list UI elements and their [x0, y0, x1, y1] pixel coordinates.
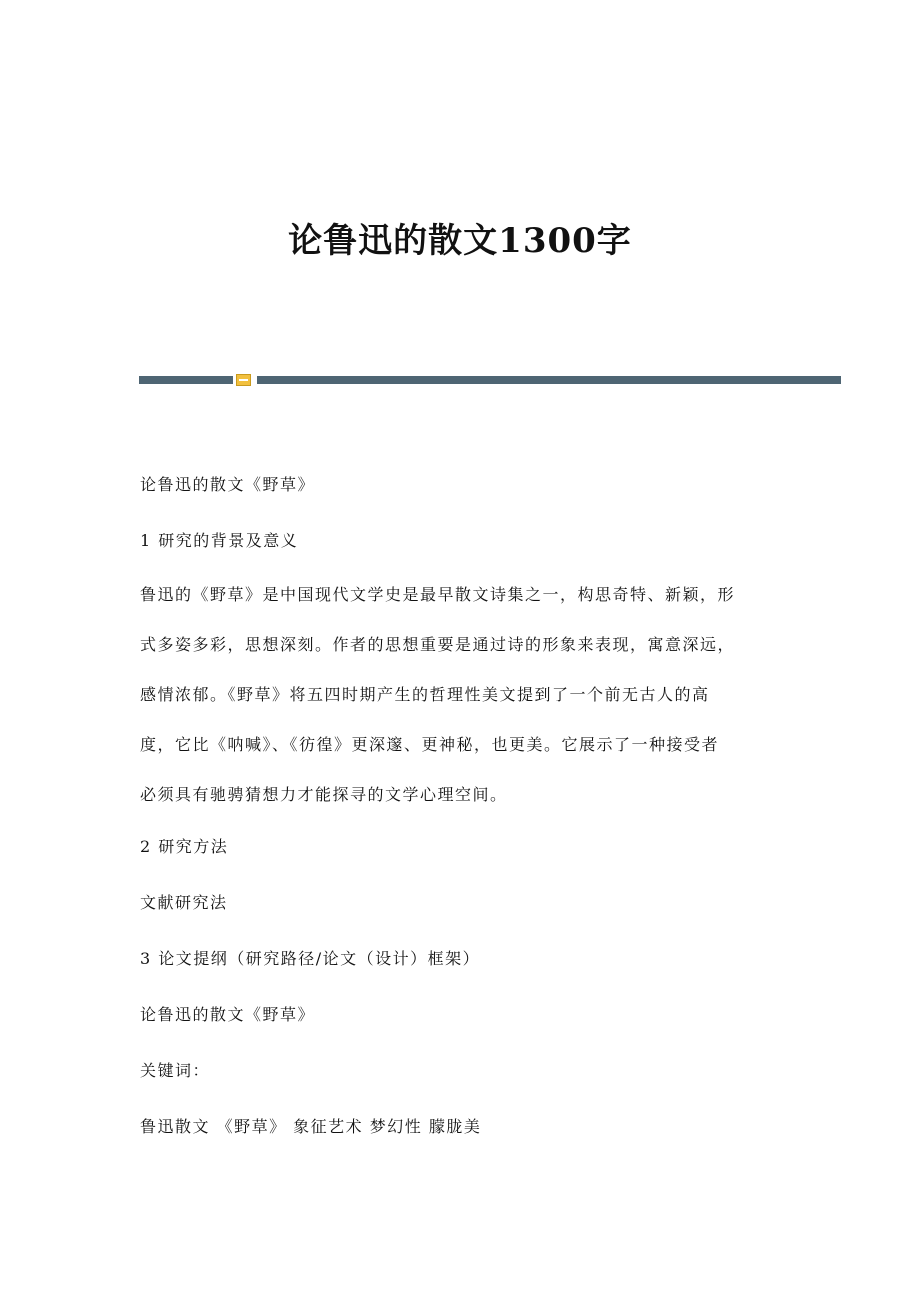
section-heading-background: 1 研究的背景及意义 [140, 531, 299, 550]
document-body [140, 470, 772, 1142]
body-paragraph [140, 582, 772, 832]
paragraph-line: 感情浓郁。《野草》将五四时期产生的哲理性美文提到了一个前无古人的高 [140, 685, 710, 704]
paragraph-line: 式多姿多彩，思想深刻。作者的思想重要是通过诗的形象来表现，寓意深远， [140, 635, 736, 654]
paragraph-line: 鲁迅的《野草》是中国现代文学史是最早散文诗集之一，构思奇特、新颖，形 [140, 585, 736, 604]
title-divider [139, 374, 841, 386]
method-text: 文献研究法 [140, 893, 228, 912]
keywords-label: 关键词： [140, 1061, 211, 1080]
paragraph-line: 度，它比《呐喊》、《彷徨》更深邃、更神秘，也更美。它展示了一种接受者 [140, 735, 720, 754]
page-title: 论鲁迅的散文1300字 [288, 221, 632, 261]
divider-bar-left [139, 376, 233, 384]
subtitle-line: 论鲁迅的散文《野草》 [140, 475, 316, 494]
section-heading-outline: 3 论文提纲（研究路径/论文（设计）框架） [140, 949, 481, 968]
divider-emblem-icon [236, 374, 251, 386]
section-heading-method: 2 研究方法 [140, 837, 229, 856]
keywords-list: 鲁迅散文 《野草》 象征艺术 梦幻性 朦胧美 [140, 1117, 482, 1136]
outline-title: 论鲁迅的散文《野草》 [140, 1005, 316, 1024]
divider-bar-right [257, 376, 841, 384]
paragraph-line: 必须具有驰骋猜想力才能探寻的文学心理空间。 [140, 785, 508, 804]
